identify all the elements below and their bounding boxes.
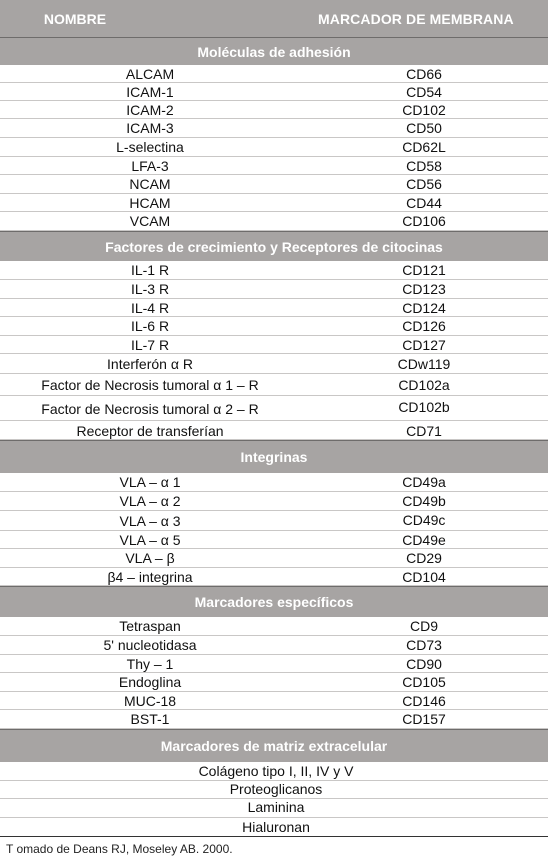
name-cell: ICAM-2	[126, 102, 174, 118]
table-row	[0, 83, 548, 101]
table-row	[0, 317, 548, 336]
marker-cell: CD146	[402, 693, 446, 709]
table-row	[0, 818, 548, 836]
name-cell: VLA – β	[125, 550, 175, 566]
table-row	[0, 212, 548, 231]
table-row	[0, 194, 548, 212]
marker-cell: CD73	[406, 637, 442, 653]
section-title: Marcadores específicos	[0, 586, 548, 617]
section-title: Marcadores de matriz extracelular	[0, 729, 548, 762]
name-cell: MUC-18	[123, 693, 177, 709]
name-cell: IL-7 R	[130, 337, 170, 353]
name-cell: VLA – α 3	[119, 513, 181, 529]
name-cell: ALCAM	[125, 66, 175, 82]
table-row	[0, 261, 548, 280]
marker-cell: CD58	[406, 158, 442, 174]
marker-cell: CD121	[402, 262, 446, 278]
name-cell: Proteoglicanos	[229, 781, 323, 797]
name-cell: VCAM	[129, 213, 171, 229]
name-cell: Laminina	[247, 799, 305, 815]
table-row	[0, 655, 548, 673]
source-footnote: T omado de Deans RJ, Moseley AB. 2000.	[6, 842, 233, 856]
table-bottom-rule	[0, 836, 548, 837]
marker-cell: CD54	[406, 84, 442, 100]
name-cell: ICAM-3	[126, 120, 174, 136]
marker-cell: CD62L	[402, 139, 446, 155]
table-row	[0, 396, 548, 421]
marker-cell: CD104	[402, 569, 446, 585]
table-row	[0, 473, 548, 492]
table-row	[0, 781, 548, 799]
table-row	[0, 138, 548, 157]
table-row	[0, 175, 548, 194]
marker-cell: CD49e	[402, 532, 446, 548]
marker-cell: CD71	[406, 423, 442, 439]
name-cell: VLA – α 2	[119, 493, 181, 509]
name-cell: Endoglina	[118, 674, 182, 690]
table-row	[0, 65, 548, 83]
marker-cell: CD102	[402, 102, 446, 118]
marker-cell: CD66	[406, 66, 442, 82]
marker-cell: CDw119	[397, 356, 451, 372]
name-cell: Thy – 1	[126, 656, 174, 672]
name-cell: IL-3 R	[130, 281, 170, 297]
table-row	[0, 511, 548, 531]
table-row	[0, 336, 548, 354]
table-row	[0, 762, 548, 781]
table-row	[0, 710, 548, 729]
marker-cell: CD102a	[398, 377, 450, 393]
marker-cell: CD44	[406, 195, 442, 211]
table-row	[0, 492, 548, 511]
marker-cell: CD49c	[402, 512, 446, 528]
table-row	[0, 617, 548, 636]
table-row	[0, 354, 548, 374]
name-cell: Colágeno tipo I, II, IV y V	[198, 763, 354, 779]
name-cell: Tetraspan	[119, 618, 181, 634]
name-cell: Factor de Necrosis tumoral α 2 – R	[41, 401, 259, 417]
marker-cell: CD124	[402, 300, 446, 316]
name-cell: BST-1	[130, 711, 170, 727]
name-cell: β4 – integrina	[107, 569, 193, 585]
marker-cell: CD49b	[402, 493, 446, 509]
name-cell: VLA – α 1	[119, 474, 181, 490]
marker-cell: CD123	[402, 281, 446, 297]
name-cell: Hialuronan	[242, 819, 310, 835]
marker-cell: CD56	[406, 176, 442, 192]
table-row	[0, 692, 548, 710]
header-name: NOMBRE	[43, 11, 107, 27]
table-row	[0, 374, 548, 396]
table-header	[0, 0, 548, 37]
name-cell: NCAM	[129, 176, 171, 192]
marker-cell: CD127	[402, 337, 446, 353]
name-cell: IL-4 R	[130, 300, 170, 316]
name-cell: IL-6 R	[130, 318, 170, 334]
table-row	[0, 531, 548, 549]
marker-cell: CD157	[402, 711, 446, 727]
marker-cell: CD49a	[402, 474, 446, 490]
table-row	[0, 119, 548, 138]
header-marker: MARCADOR DE MEMBRANA	[318, 11, 514, 27]
marker-cell: CD50	[406, 120, 442, 136]
name-cell: LFA-3	[131, 158, 169, 174]
table-row	[0, 799, 548, 818]
name-cell: Factor de Necrosis tumoral α 1 – R	[41, 377, 259, 393]
name-cell: HCAM	[129, 195, 171, 211]
name-cell: Interferón α R	[107, 356, 193, 372]
name-cell: ICAM-1	[126, 84, 174, 100]
table-row	[0, 280, 548, 299]
name-cell: IL-1 R	[130, 262, 170, 278]
table-row	[0, 636, 548, 655]
section-title: Integrinas	[0, 440, 548, 473]
name-cell: VLA – α 5	[119, 532, 181, 548]
marker-cell: CD105	[402, 674, 446, 690]
marker-cell: CD29	[406, 550, 442, 566]
marker-cell: CD102b	[398, 399, 450, 415]
name-cell: L-selectina	[116, 139, 184, 155]
marker-cell: CD126	[402, 318, 446, 334]
section-title: Moléculas de adhesión	[0, 37, 548, 65]
marker-cell: CD106	[402, 213, 446, 229]
table-row	[0, 101, 548, 119]
table-row	[0, 299, 548, 317]
marker-cell: CD90	[406, 656, 442, 672]
marker-cell: CD9	[409, 618, 438, 634]
section-title: Factores de crecimiento y Receptores de citocinas	[0, 231, 548, 261]
name-cell: 5' nucleotidasa	[103, 637, 197, 653]
table-row	[0, 549, 548, 568]
table-row	[0, 568, 548, 586]
table-row	[0, 421, 548, 440]
table-row	[0, 157, 548, 175]
table-row	[0, 673, 548, 692]
name-cell: Receptor de transferían	[76, 423, 224, 439]
